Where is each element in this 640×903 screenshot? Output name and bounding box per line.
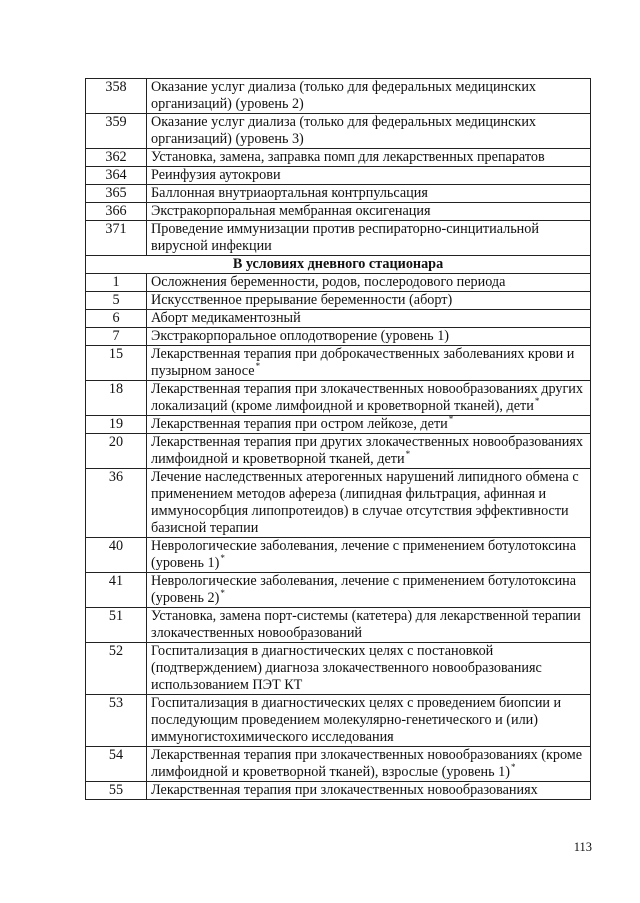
row-number: 362 [86,149,147,167]
row-description-cell [147,747,591,782]
row-description-cell [147,185,591,203]
row-description: Лекарственная терапия при других злокачественных новообразованиях лимфоидной и кроветворной тканей, дети [151,434,583,467]
table-row [86,274,591,292]
row-description: Лекарственная терапия при злокачественных новообразованиях других локализаций (кроме лимфоидной и кроветворной тканей), дети [151,381,583,414]
row-description-cell [147,416,591,434]
row-description: Осложнения беременности, родов, послеродового периода [151,274,506,290]
row-description: Лекарственная терапия при остром лейкозе, дети [151,416,448,432]
table-row [86,79,591,114]
row-description: Проведение иммунизации против респираторно-синцитиальной вирусной инфекции [151,221,539,254]
footnote-marker: * [510,762,516,772]
table-row [86,782,591,800]
row-number: 51 [86,608,147,643]
row-description-cell [147,203,591,221]
table-row [86,381,591,416]
services-table-body [86,79,591,800]
table-row [86,538,591,573]
row-description: Искусственное прерывание беременности (аборт) [151,292,453,308]
row-number: 55 [86,782,147,800]
row-description-cell [147,469,591,538]
row-description: Баллонная внутриаортальная контрпульсация [151,185,428,201]
row-number: 365 [86,185,147,203]
row-description: Реинфузия аутокрови [151,167,281,183]
row-description-cell [147,381,591,416]
row-description-cell [147,782,591,800]
footnote-marker: * [405,449,411,459]
row-number: 371 [86,221,147,256]
row-description-cell [147,346,591,381]
row-description: Экстракорпоральная мембранная оксигенация [151,203,431,219]
row-description: Лечение наследственных атерогенных нарушений липидного обмена с применением методов афереза (липидная фильтрация, афинная и иммуносорбция липопротеидов) в случае отсутствия эффективности базисной терапии [151,469,579,536]
row-number: 18 [86,381,147,416]
row-number: 358 [86,79,147,114]
table-row [86,167,591,185]
footnote-marker: * [534,396,540,406]
table-row [86,416,591,434]
row-description: Аборт медикаментозный [151,310,301,326]
row-description: Неврологические заболевания, лечение с применением ботулотоксина (уровень 2) [151,573,577,606]
table-row [86,310,591,328]
row-number: 1 [86,274,147,292]
row-description-cell [147,643,591,695]
row-description-cell [147,573,591,608]
row-description-cell [147,434,591,469]
table-row [86,643,591,695]
row-description-cell [147,695,591,747]
table-row [86,573,591,608]
row-number: 41 [86,573,147,608]
table-row [86,434,591,469]
row-description: Экстракорпоральное оплодотворение (уровень 1) [151,328,450,344]
row-number: 6 [86,310,147,328]
row-description: Оказание услуг диализа (только для федеральных медицинских организаций) (уровень 3) [151,114,537,147]
row-number: 40 [86,538,147,573]
row-number: 15 [86,346,147,381]
row-description: Госпитализация в диагностических целях с проведением биопсии и последующим проведением молекулярно-генетического и (или) иммуногистохимического исследования [151,695,562,745]
row-description-cell [147,149,591,167]
footnote-marker: * [448,414,454,424]
table-row [86,221,591,256]
row-description-cell [147,167,591,185]
table-row [86,346,591,381]
table-row [86,608,591,643]
row-description-cell [147,221,591,256]
row-description: Установка, замена, заправка помп для лекарственных препаратов [151,149,545,165]
footnote-marker: * [220,588,225,598]
table-row [86,747,591,782]
section-header-row [86,256,591,274]
footnote-marker: * [255,361,261,371]
row-description-cell [147,274,591,292]
row-number: 7 [86,328,147,346]
row-description: Неврологические заболевания, лечение с применением ботулотоксина (уровень 1) [151,538,577,571]
row-number: 5 [86,292,147,310]
row-number: 366 [86,203,147,221]
row-description: Установка, замена порт-системы (катетера) для лекарственной терапии злокачественных новообразований [151,608,581,641]
row-description: Лекарственная терапия при злокачественных новообразованиях [151,782,538,798]
table-row [86,292,591,310]
row-description: Госпитализация в диагностических целях с постановкой (подтверждением) диагноза злокачественного новообразованияс использованием ПЭТ КТ [151,643,542,693]
row-description: Лекарственная терапия при злокачественных новообразованиях (кроме лимфоидной и кроветворной тканей), взрослые (уровень 1) [151,747,583,780]
section-title: В условиях дневного стационара [86,256,591,274]
page-number: 113 [573,840,592,854]
table-row [86,185,591,203]
row-description-cell [147,328,591,346]
row-description: Лекарственная терапия при доброкачественных заболеваниях крови и пузырном заносе [151,346,575,379]
row-description-cell [147,292,591,310]
row-number: 19 [86,416,147,434]
table-row [86,114,591,149]
table-row [86,149,591,167]
row-description: Оказание услуг диализа (только для федеральных медицинских организаций) (уровень 2) [151,79,537,112]
row-description-cell [147,79,591,114]
row-number: 359 [86,114,147,149]
row-number: 53 [86,695,147,747]
row-description-cell [147,538,591,573]
table-row [86,328,591,346]
row-description-cell [147,114,591,149]
table-row [86,469,591,538]
table-row [86,695,591,747]
row-number: 20 [86,434,147,469]
footnote-marker: * [220,553,225,563]
row-description-cell [147,310,591,328]
row-number: 36 [86,469,147,538]
row-number: 364 [86,167,147,185]
row-number: 52 [86,643,147,695]
table-row [86,203,591,221]
services-table [85,78,591,800]
row-number: 54 [86,747,147,782]
row-description-cell [147,608,591,643]
